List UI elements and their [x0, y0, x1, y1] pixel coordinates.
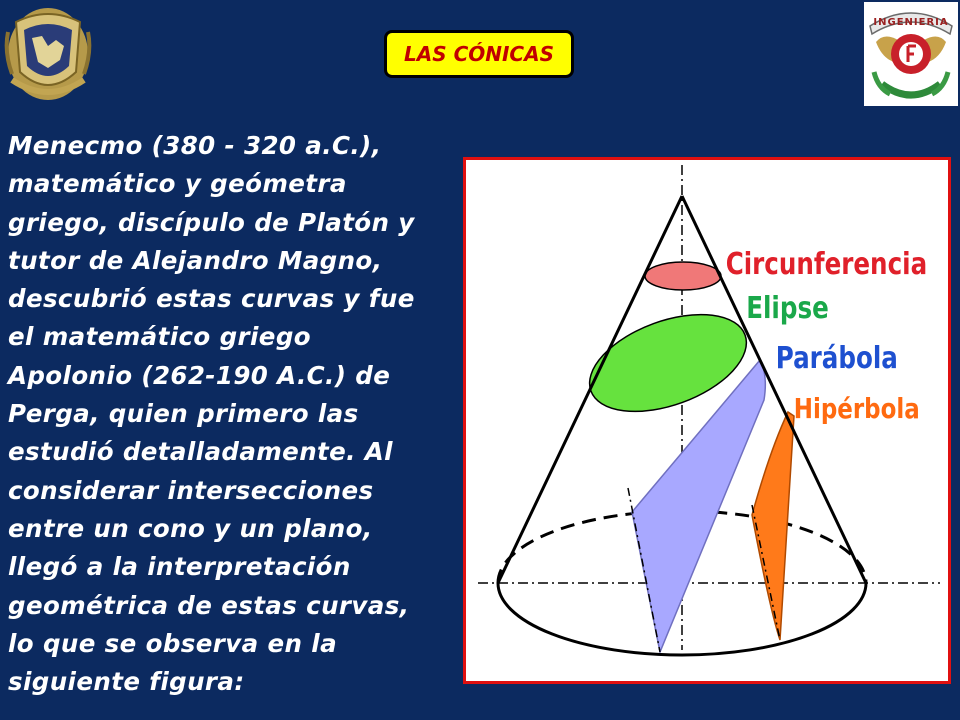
conic-sections-figure [463, 157, 951, 684]
circle-section [645, 262, 721, 290]
label-elipse: Elipse [746, 291, 829, 326]
label-parabola: Parábola [775, 341, 898, 376]
slide-body-text [8, 127, 458, 701]
body-line: estudió detalladamente. Al [8, 437, 393, 467]
body-line: el matemático griego [8, 322, 311, 352]
body-line: Apolonio (262-190 A.C.) de [8, 360, 391, 390]
body-line: griego, discípulo de Platón y [8, 207, 415, 237]
body-line: considerar intersecciones [8, 475, 374, 505]
label-circunferencia: Circunferencia [725, 247, 928, 282]
body-line: lo que se observa en la [8, 628, 338, 658]
ingenieria-logo [864, 2, 958, 106]
body-line: Menecmo (380 - 320 a.C.), [8, 131, 382, 160]
body-line: matemático y geómetra [8, 169, 347, 199]
unam-logo [2, 2, 94, 104]
body-line: tutor de Alejandro Magno, [8, 245, 383, 275]
body-line: entre un cono y un plano, [8, 513, 373, 543]
body-line: siguiente figura: [8, 667, 245, 697]
body-line: geométrica de estas curvas, [8, 590, 410, 620]
slide-title: LAS CÓNICAS [384, 30, 574, 78]
label-hiperbola: Hipérbola [793, 392, 920, 426]
body-line: descubrió estas curvas y fue [8, 284, 415, 314]
body-line: Perga, quien primero las [8, 399, 359, 429]
body-line: llegó a la interpretación [8, 552, 351, 582]
ingenieria-logo-text: INGENIERIA [873, 17, 949, 28]
